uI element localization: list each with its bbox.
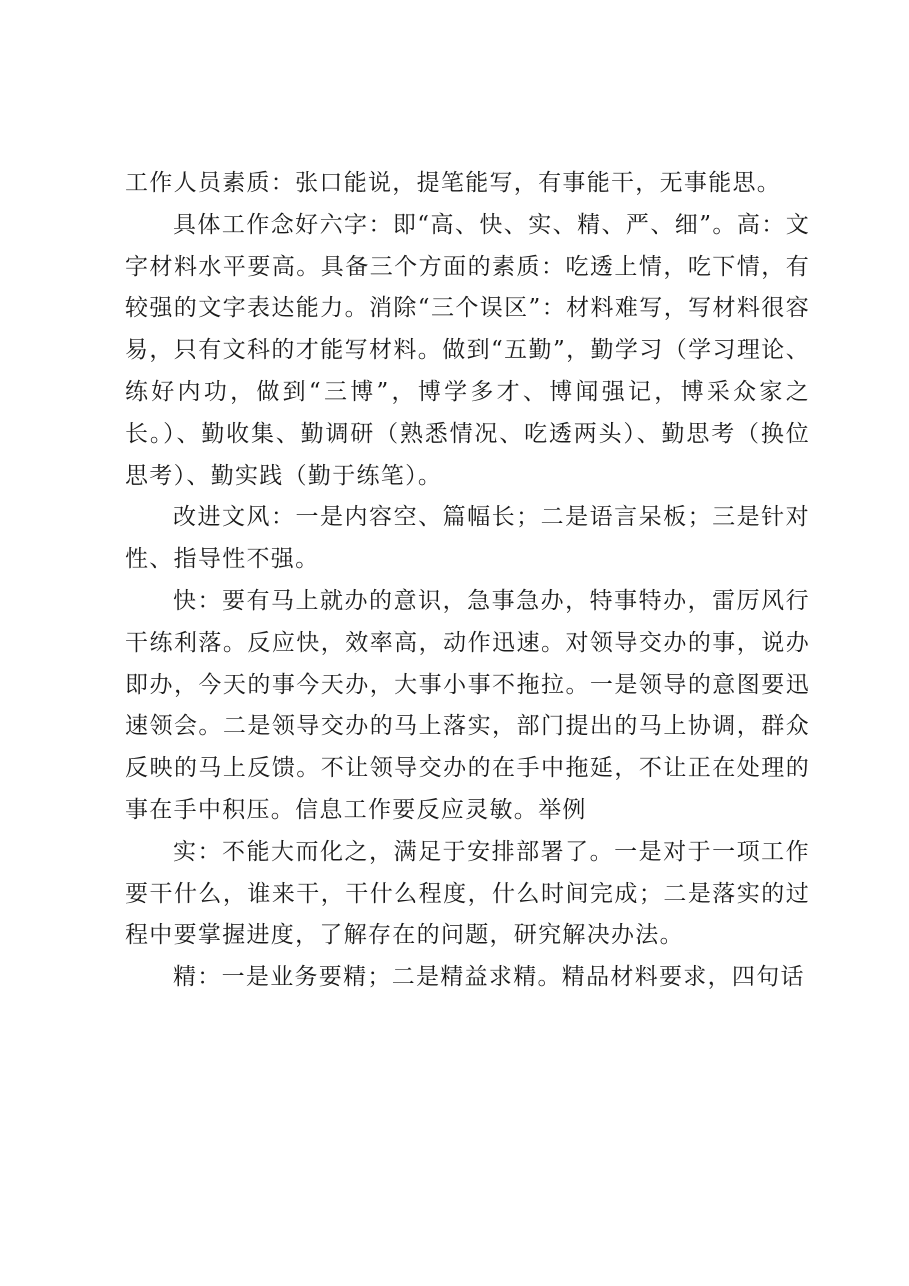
paragraph-improve-style: 改进文风：一是内容空、篇幅长；二是语言呆板；三是针对性、指导性不强。	[125, 504, 810, 573]
paragraph-practical: 实：不能大而化之，满足于安排部署了。一是对于一项工作要干什么，谁来干，干什么程度，什么时间完成；二是落实的过程中要掌握进度，了解存在的问题，研究解决办法。	[125, 838, 810, 949]
paragraph-fast: 快：要有马上就办的意识，急事急办，特事特办，雷厉风行干练利落。反应快，效率高，动作迅速。对领导交办的事，说办即办，今天的事今天办，大事小事不拖拉。一是领导的意图要迅速领会。二是领导交办的马上落实，部门提出的马上协调，群众反映的马上反馈。不让领导交办的在手中拖延，不让正在处理的事在手中积压。信息工作要反应灵敏。举例	[125, 587, 810, 823]
paragraph-staff-qualities: 工作人员素质：张口能说，提笔能写，有事能干，无事能思。	[125, 170, 782, 196]
paragraph-refined: 精：一是业务要精；二是精益求精。精品材料要求，四句话	[173, 964, 805, 991]
paragraph-six-words: 具体工作念好六字：即“高、快、实、精、严、细”。高：文字材料水平要高。具备三个方面的素质：吃透上情，吃下情，有较强的文字表达能力。消除“三个误区”：材料难写，写材料很容易，只有文科的才能写材料。做到“五勤”，勤学习（学习理论、练好内功，做到“三博”，博学多才、博闻强记，博采众家之长。）、勤收集、勤调研（熟悉情况、吃透两头）、勤思考（换位思考）、勤实践（勤于练笔）。	[125, 211, 810, 489]
document-body	[125, 163, 810, 999]
